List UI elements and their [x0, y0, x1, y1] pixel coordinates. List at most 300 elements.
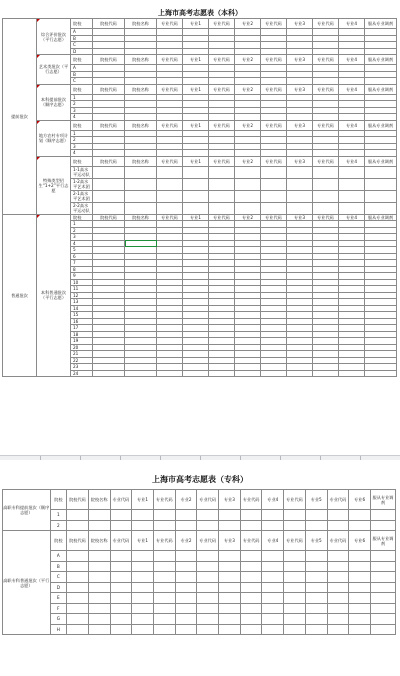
input-cell[interactable]	[240, 520, 262, 531]
header-cell: 服从专业调剂	[365, 214, 397, 221]
input-cell[interactable]	[261, 178, 287, 190]
input-cell[interactable]	[284, 624, 306, 635]
input-cell[interactable]	[125, 202, 157, 214]
input-cell[interactable]	[261, 166, 287, 178]
input-cell[interactable]	[313, 370, 339, 377]
input-cell[interactable]	[327, 614, 349, 625]
choice-index-cell: 2	[71, 227, 93, 234]
input-cell[interactable]	[153, 551, 175, 562]
input-cell[interactable]	[219, 614, 241, 625]
input-cell[interactable]	[284, 561, 306, 572]
section-header-row	[3, 84, 397, 94]
input-cell[interactable]	[219, 561, 241, 572]
input-cell[interactable]	[157, 202, 183, 214]
input-cell[interactable]	[219, 593, 241, 604]
header-cell: 专业3	[219, 490, 241, 510]
input-cell[interactable]	[219, 520, 241, 531]
input-cell[interactable]	[157, 166, 183, 178]
input-cell[interactable]	[153, 510, 175, 521]
input-cell[interactable]	[110, 593, 132, 604]
input-cell[interactable]	[240, 572, 262, 583]
choice-index-cell: 2	[71, 101, 93, 108]
input-cell[interactable]	[284, 520, 306, 531]
input-cell[interactable]	[88, 582, 110, 593]
input-cell[interactable]	[235, 178, 261, 190]
header-cell: 院校名称	[125, 84, 157, 94]
choice-index-cell: 19	[71, 338, 93, 345]
input-cell[interactable]	[67, 551, 89, 562]
input-cell[interactable]	[153, 582, 175, 593]
input-cell[interactable]	[132, 572, 154, 583]
section-header-row	[3, 490, 396, 510]
input-cell[interactable]	[327, 603, 349, 614]
input-cell[interactable]	[261, 370, 287, 377]
input-cell[interactable]	[349, 572, 371, 583]
header-cell: 院校名称	[88, 490, 110, 510]
input-cell[interactable]	[313, 166, 339, 178]
header-cell: 专业3	[219, 531, 241, 551]
input-cell[interactable]	[365, 202, 397, 214]
input-cell[interactable]	[349, 510, 371, 521]
header-school-cell: 院校	[71, 84, 93, 94]
header-cell: 专业代码	[284, 531, 306, 551]
input-cell[interactable]	[88, 520, 110, 531]
input-cell[interactable]	[153, 624, 175, 635]
input-cell[interactable]	[197, 572, 219, 583]
input-cell[interactable]	[125, 190, 157, 202]
sheet2-title: 上海市高考志愿表（专科）	[152, 475, 248, 484]
input-cell[interactable]	[349, 603, 371, 614]
input-cell[interactable]	[175, 551, 197, 562]
input-cell[interactable]	[67, 593, 89, 604]
header-cell: 院校名称	[125, 19, 157, 29]
header-cell: 专业2	[175, 490, 197, 510]
header-school-cell: 院校	[71, 120, 93, 130]
input-cell[interactable]	[197, 624, 219, 635]
input-cell[interactable]	[240, 614, 262, 625]
input-cell[interactable]	[313, 178, 339, 190]
input-cell[interactable]	[284, 593, 306, 604]
input-cell[interactable]	[197, 520, 219, 531]
input-cell[interactable]	[305, 624, 327, 635]
choice-row	[3, 561, 396, 572]
input-cell[interactable]	[261, 190, 287, 202]
input-cell[interactable]	[132, 603, 154, 614]
input-cell[interactable]	[305, 520, 327, 531]
input-cell[interactable]	[153, 593, 175, 604]
input-cell[interactable]	[132, 614, 154, 625]
input-cell[interactable]	[305, 603, 327, 614]
input-cell[interactable]	[327, 582, 349, 593]
input-cell[interactable]	[132, 551, 154, 562]
section-label: 本科普通批次（平行志愿）	[37, 214, 71, 377]
header-cell: 专业6	[349, 531, 371, 551]
input-cell[interactable]	[219, 510, 241, 521]
input-cell[interactable]	[175, 572, 197, 583]
input-cell[interactable]	[110, 582, 132, 593]
section-label: 地方农村专项计划（顺序志愿）	[37, 120, 71, 156]
header-cell: 专业代码	[110, 531, 132, 551]
input-cell[interactable]	[339, 202, 365, 214]
input-cell[interactable]	[88, 603, 110, 614]
input-cell[interactable]	[370, 520, 395, 531]
input-cell[interactable]	[125, 370, 157, 377]
input-cell[interactable]	[240, 603, 262, 614]
input-cell[interactable]	[370, 582, 395, 593]
input-cell[interactable]	[339, 178, 365, 190]
input-cell[interactable]	[305, 510, 327, 521]
choice-index-cell: 2-2高水平运动队	[71, 202, 93, 214]
input-cell[interactable]	[67, 614, 89, 625]
input-cell[interactable]	[287, 202, 313, 214]
choice-index-cell: 24	[71, 370, 93, 377]
input-cell[interactable]	[262, 551, 284, 562]
header-cell: 专业2	[175, 531, 197, 551]
input-cell[interactable]	[93, 202, 125, 214]
input-cell[interactable]	[209, 202, 235, 214]
input-cell[interactable]	[132, 561, 154, 572]
input-cell[interactable]	[370, 614, 395, 625]
input-cell[interactable]	[349, 624, 371, 635]
input-cell[interactable]	[349, 551, 371, 562]
header-cell: 专业1	[183, 120, 209, 130]
input-cell[interactable]	[88, 593, 110, 604]
input-cell[interactable]	[67, 561, 89, 572]
choice-row	[3, 614, 396, 625]
header-cell: 服从专业调剂	[370, 531, 395, 551]
input-cell[interactable]	[209, 190, 235, 202]
input-cell[interactable]	[88, 551, 110, 562]
input-cell[interactable]	[339, 190, 365, 202]
input-cell[interactable]	[183, 166, 209, 178]
header-cell: 专业代码	[153, 531, 175, 551]
input-cell[interactable]	[93, 190, 125, 202]
choice-index-cell: 2	[71, 137, 93, 144]
input-cell[interactable]	[197, 582, 219, 593]
input-cell[interactable]	[67, 582, 89, 593]
input-cell[interactable]	[197, 603, 219, 614]
input-cell[interactable]	[132, 593, 154, 604]
header-cell: 专业6	[349, 490, 371, 510]
header-cell: 专业代码	[197, 531, 219, 551]
input-cell[interactable]	[132, 520, 154, 531]
input-cell[interactable]	[327, 520, 349, 531]
input-cell[interactable]	[327, 624, 349, 635]
choice-index-cell: 23	[71, 364, 93, 371]
input-cell[interactable]	[370, 551, 395, 562]
input-cell[interactable]	[262, 614, 284, 625]
input-cell[interactable]	[153, 572, 175, 583]
input-cell[interactable]	[93, 166, 125, 178]
choice-index-cell: 1	[50, 510, 67, 521]
choice-index-cell: 3	[71, 234, 93, 241]
input-cell[interactable]	[327, 572, 349, 583]
input-cell[interactable]	[284, 572, 306, 583]
choice-index-cell: 1	[71, 221, 93, 228]
input-cell[interactable]	[261, 202, 287, 214]
input-cell[interactable]	[183, 178, 209, 190]
choice-index-cell: C	[71, 42, 93, 49]
input-cell[interactable]	[262, 561, 284, 572]
input-cell[interactable]	[88, 561, 110, 572]
header-cell: 专业4	[339, 120, 365, 130]
input-cell[interactable]	[235, 190, 261, 202]
header-cell: 专业代码	[209, 214, 235, 221]
header-school-cell: 院校	[71, 214, 93, 221]
choice-index-cell: 1-1高水平运动队	[71, 166, 93, 178]
choice-index-cell: 4	[71, 114, 93, 121]
choice-index-cell: F	[50, 603, 67, 614]
input-cell[interactable]	[183, 370, 209, 377]
choice-index-cell: D	[50, 582, 67, 593]
input-cell[interactable]	[153, 520, 175, 531]
header-cell: 专业1	[132, 490, 154, 510]
input-cell[interactable]	[284, 551, 306, 562]
input-cell[interactable]	[327, 551, 349, 562]
input-cell[interactable]	[349, 582, 371, 593]
input-cell[interactable]	[132, 582, 154, 593]
input-cell[interactable]	[284, 603, 306, 614]
input-cell[interactable]	[175, 582, 197, 593]
header-cell: 专业代码	[327, 531, 349, 551]
input-cell[interactable]	[183, 202, 209, 214]
input-cell[interactable]	[287, 190, 313, 202]
choice-row	[3, 624, 396, 635]
input-cell[interactable]	[175, 603, 197, 614]
input-cell[interactable]	[262, 520, 284, 531]
input-cell[interactable]	[240, 593, 262, 604]
input-cell[interactable]	[305, 572, 327, 583]
input-cell[interactable]	[235, 166, 261, 178]
header-cell: 专业5	[305, 490, 327, 510]
header-cell: 专业2	[235, 120, 261, 130]
input-cell[interactable]	[88, 510, 110, 521]
header-cell: 专业代码	[261, 84, 287, 94]
choice-index-cell: 10	[71, 279, 93, 286]
header-cell: 专业代码	[313, 120, 339, 130]
input-cell[interactable]	[175, 593, 197, 604]
choice-index-cell: 12	[71, 292, 93, 299]
input-cell[interactable]	[88, 614, 110, 625]
input-cell[interactable]	[370, 561, 395, 572]
input-cell[interactable]	[313, 202, 339, 214]
input-cell[interactable]	[365, 190, 397, 202]
input-cell[interactable]	[349, 614, 371, 625]
header-cell: 专业代码	[261, 120, 287, 130]
section-label: 本科提前批次（顺序志愿）	[37, 84, 71, 120]
choice-index-cell: 18	[71, 331, 93, 338]
input-cell[interactable]	[110, 551, 132, 562]
header-cell: 专业3	[287, 156, 313, 166]
header-cell: 专业代码	[157, 120, 183, 130]
input-cell[interactable]	[284, 582, 306, 593]
input-cell[interactable]	[349, 520, 371, 531]
input-cell[interactable]	[262, 603, 284, 614]
input-cell[interactable]	[305, 593, 327, 604]
input-cell[interactable]	[365, 166, 397, 178]
input-cell[interactable]	[287, 370, 313, 377]
input-cell[interactable]	[209, 370, 235, 377]
header-cell: 专业4	[339, 156, 365, 166]
section-header-row	[3, 19, 397, 29]
input-cell[interactable]	[235, 370, 261, 377]
header-cell: 专业3	[287, 120, 313, 130]
choice-index-cell: 3	[71, 143, 93, 150]
input-cell[interactable]	[67, 603, 89, 614]
input-cell[interactable]	[157, 370, 183, 377]
input-cell[interactable]	[339, 166, 365, 178]
input-cell[interactable]	[219, 624, 241, 635]
input-cell[interactable]	[240, 624, 262, 635]
choice-index-cell: A	[71, 65, 93, 72]
input-cell[interactable]	[305, 551, 327, 562]
input-cell[interactable]	[93, 370, 125, 377]
header-cell: 专业4	[339, 19, 365, 29]
input-cell[interactable]	[67, 510, 89, 521]
input-cell[interactable]	[110, 510, 132, 521]
input-cell[interactable]	[153, 561, 175, 572]
header-cell: 专业2	[235, 19, 261, 29]
input-cell[interactable]	[349, 593, 371, 604]
section-header-row	[3, 156, 397, 166]
input-cell[interactable]	[327, 561, 349, 572]
input-cell[interactable]	[262, 510, 284, 521]
input-cell[interactable]	[349, 561, 371, 572]
header-cell: 专业代码	[261, 19, 287, 29]
choice-index-cell: 1	[71, 130, 93, 137]
input-cell[interactable]	[175, 614, 197, 625]
input-cell[interactable]	[365, 178, 397, 190]
header-cell: 专业代码	[157, 55, 183, 65]
input-cell[interactable]	[284, 510, 306, 521]
choice-index-cell: 9	[71, 273, 93, 280]
header-school-cell: 院校	[71, 19, 93, 29]
input-cell[interactable]	[327, 593, 349, 604]
input-cell[interactable]	[175, 624, 197, 635]
input-cell[interactable]	[197, 551, 219, 562]
input-cell[interactable]	[219, 582, 241, 593]
input-cell[interactable]	[132, 624, 154, 635]
input-cell[interactable]	[262, 593, 284, 604]
input-cell[interactable]	[240, 510, 262, 521]
header-cell: 专业1	[183, 84, 209, 94]
input-cell[interactable]	[262, 582, 284, 593]
input-cell[interactable]	[88, 624, 110, 635]
input-cell[interactable]	[88, 572, 110, 583]
header-cell: 专业代码	[261, 55, 287, 65]
input-cell[interactable]	[305, 582, 327, 593]
input-cell[interactable]	[209, 178, 235, 190]
header-cell: 院校代码	[67, 531, 89, 551]
input-cell[interactable]	[175, 510, 197, 521]
header-cell: 院校名称	[88, 531, 110, 551]
undergraduate-table	[2, 18, 397, 377]
input-cell[interactable]	[67, 624, 89, 635]
input-cell[interactable]	[110, 603, 132, 614]
input-cell[interactable]	[110, 520, 132, 531]
input-cell[interactable]	[175, 520, 197, 531]
input-cell[interactable]	[219, 572, 241, 583]
input-cell[interactable]	[67, 520, 89, 531]
input-cell[interactable]	[175, 561, 197, 572]
input-cell[interactable]	[197, 510, 219, 521]
input-cell[interactable]	[240, 561, 262, 572]
choice-index-cell: 21	[71, 351, 93, 358]
choice-index-cell: 2	[50, 520, 67, 531]
input-cell[interactable]	[284, 614, 306, 625]
input-cell[interactable]	[370, 593, 395, 604]
input-cell[interactable]	[197, 614, 219, 625]
input-cell[interactable]	[370, 624, 395, 635]
input-cell[interactable]	[110, 561, 132, 572]
input-cell[interactable]	[339, 370, 365, 377]
input-cell[interactable]	[370, 572, 395, 583]
input-cell[interactable]	[157, 190, 183, 202]
sheet1-title: 上海市高考志愿表（本科）	[158, 9, 242, 17]
header-cell: 专业代码	[157, 156, 183, 166]
input-cell[interactable]	[67, 572, 89, 583]
input-cell[interactable]	[110, 614, 132, 625]
header-cell: 专业1	[183, 55, 209, 65]
input-cell[interactable]	[262, 572, 284, 583]
header-cell: 专业代码	[284, 490, 306, 510]
input-cell[interactable]	[125, 178, 157, 190]
section-label: 综合评价批次（平行志愿）	[37, 19, 71, 55]
input-cell[interactable]	[313, 190, 339, 202]
input-cell[interactable]	[183, 190, 209, 202]
input-cell[interactable]	[262, 624, 284, 635]
input-cell[interactable]	[93, 178, 125, 190]
choice-index-cell: A	[50, 551, 67, 562]
section-header-row	[3, 531, 396, 551]
input-cell[interactable]	[110, 624, 132, 635]
input-cell[interactable]	[327, 510, 349, 521]
input-cell[interactable]	[365, 370, 397, 377]
input-cell[interactable]	[287, 166, 313, 178]
input-cell[interactable]	[125, 166, 157, 178]
header-cell: 专业代码	[110, 490, 132, 510]
input-cell[interactable]	[153, 603, 175, 614]
input-cell[interactable]	[370, 603, 395, 614]
input-cell[interactable]	[240, 551, 262, 562]
input-cell[interactable]	[153, 614, 175, 625]
input-cell[interactable]	[197, 593, 219, 604]
input-cell[interactable]	[235, 202, 261, 214]
header-cell: 专业代码	[153, 490, 175, 510]
input-cell[interactable]	[240, 582, 262, 593]
input-cell[interactable]	[305, 614, 327, 625]
input-cell[interactable]	[219, 603, 241, 614]
input-cell[interactable]	[219, 551, 241, 562]
choice-index-cell: 8	[71, 266, 93, 273]
header-cell: 专业3	[287, 84, 313, 94]
input-cell[interactable]	[209, 166, 235, 178]
input-cell[interactable]	[110, 572, 132, 583]
section-label: 高职专科普通批次（平行志愿）	[3, 531, 51, 635]
header-cell: 专业3	[287, 55, 313, 65]
choice-index-cell: 15	[71, 312, 93, 319]
choice-index-cell: 2-1高水平艺术团	[71, 190, 93, 202]
input-cell[interactable]	[197, 561, 219, 572]
input-cell[interactable]	[305, 561, 327, 572]
input-cell[interactable]	[132, 510, 154, 521]
input-cell[interactable]	[370, 510, 395, 521]
header-cell: 专业3	[287, 19, 313, 29]
input-cell[interactable]	[287, 178, 313, 190]
choice-index-cell: 16	[71, 318, 93, 325]
input-cell[interactable]	[157, 178, 183, 190]
choice-index-cell: D	[71, 48, 93, 55]
